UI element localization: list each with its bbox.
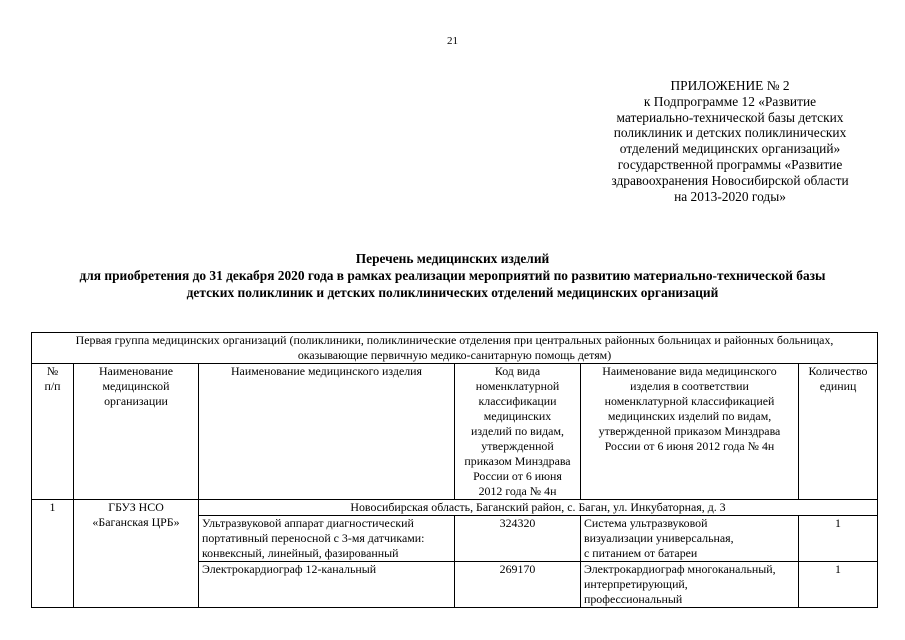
organization-row <box>32 500 878 516</box>
device-type-line: Электрокардиограф многоканальный, <box>584 562 776 576</box>
column-header-device <box>199 364 455 500</box>
group-header-row <box>32 333 878 364</box>
page-number: 21 <box>447 35 458 47</box>
device-type-line: Система ультразвуковой <box>584 516 708 530</box>
column-header-number <box>32 364 74 500</box>
header-line: Количество <box>808 364 868 378</box>
header-line: классификации <box>478 394 557 408</box>
device-type-line: профессиональный <box>584 592 683 606</box>
header-line: Код вида <box>494 364 541 378</box>
appendix-line: на 2013-2020 годы» <box>674 188 786 204</box>
header-line: приказом Минздрава <box>464 454 571 468</box>
title-line: для приобретения до 31 декабря 2020 года в рамках реализации мероприятий по развитию материально-технической базы <box>79 268 826 283</box>
title-line: Перечень медицинских изделий <box>355 251 550 266</box>
quantity-cell: 1 <box>799 562 878 608</box>
device-name-line: Электрокардиограф 12-канальный <box>202 562 377 576</box>
device-name-line: конвексный, линейный, фазированный <box>202 546 399 560</box>
header-line: Наименование вида медицинского <box>602 364 777 378</box>
organization-name-line: ГБУЗ НСО <box>108 500 164 514</box>
header-line: 2012 года № 4н <box>478 484 557 498</box>
appendix-block <box>560 78 900 204</box>
group-header-cell <box>32 333 878 364</box>
quantity-cell: 1 <box>799 516 878 562</box>
organization-address-cell: Новосибирская область, Баганский район, с. Баган, ул. Инкубаторная, д. 3 <box>199 500 878 516</box>
device-name-line: Ультразвуковой аппарат диагностический <box>202 516 414 530</box>
device-name-line: портативный переносной с 3-мя датчиками: <box>202 531 425 545</box>
device-name-cell <box>199 562 455 608</box>
header-line: единиц <box>819 379 857 393</box>
header-line: номенклатурной классификацией <box>604 394 775 408</box>
group-header-line: оказывающие первичную медико-санитарную помощь детям) <box>297 348 612 362</box>
column-header-device-type <box>581 364 799 500</box>
device-code-cell: 324320 <box>455 516 581 562</box>
header-line: номенклатурной <box>475 379 560 393</box>
appendix-line: отделений медицинских организаций» <box>619 141 841 157</box>
header-line: организации <box>104 394 168 408</box>
group-header-line: Первая группа медицинских организаций (поликлиники, поликлинические отделения при центральных районных больницах и районных больницах, <box>75 333 834 347</box>
header-line: России от 6 июня 2012 года № 4н <box>604 439 775 453</box>
column-header-row <box>32 364 878 500</box>
column-header-quantity <box>799 364 878 500</box>
header-line: России от 6 июня <box>473 469 562 483</box>
device-type-cell <box>581 516 799 562</box>
document-title <box>0 250 905 301</box>
device-type-line: интерпретирующий, <box>584 577 688 591</box>
header-line: п/п <box>44 379 61 393</box>
appendix-line: к Подпрограмме 12 «Развитие <box>643 93 817 109</box>
header-line: Наименование <box>98 364 174 378</box>
header-line: медицинских изделий по видам, <box>607 409 772 423</box>
column-header-organization <box>74 364 199 500</box>
row-number-cell: 1 <box>32 500 74 608</box>
medical-devices-table <box>31 332 878 608</box>
header-line: Наименование медицинского изделия <box>230 364 423 378</box>
header-line: утвержденной <box>481 439 554 453</box>
organization-name-line: «Баганская ЦРБ» <box>92 515 180 529</box>
device-type-line: визуализации универсальная, <box>584 531 734 545</box>
device-name-cell <box>199 516 455 562</box>
appendix-line: государственной программы «Развитие <box>617 156 843 172</box>
device-type-line: с питанием от батареи <box>584 546 698 560</box>
column-header-code <box>455 364 581 500</box>
appendix-line: ПРИЛОЖЕНИЕ № 2 <box>670 78 790 93</box>
header-line: медицинской <box>102 379 170 393</box>
device-code-cell: 269170 <box>455 562 581 608</box>
header-line: утвержденной приказом Минздрава <box>598 424 781 438</box>
appendix-line: поликлиник и детских поликлинических <box>613 125 847 141</box>
appendix-line: материально-технической базы детских <box>616 109 844 125</box>
header-line: изделий по видам, <box>471 424 564 438</box>
device-type-cell <box>581 562 799 608</box>
header-line: медицинских <box>483 409 552 423</box>
organization-name-cell <box>74 500 199 608</box>
title-line: детских поликлиник и детских поликлинических отделений медицинских организаций <box>186 285 719 300</box>
header-line: № <box>46 364 59 378</box>
appendix-line: здравоохранения Новосибирской области <box>611 172 849 188</box>
header-line: изделия в соответствии <box>630 379 749 393</box>
